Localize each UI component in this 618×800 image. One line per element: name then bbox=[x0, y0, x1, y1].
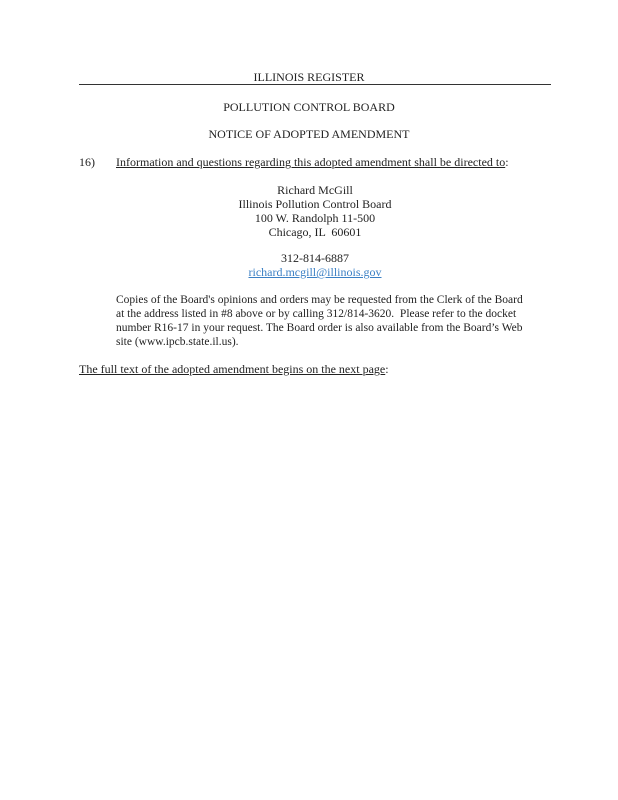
paragraph-line: at the address listed in #8 above or by calling 312/814-3620. Please refer to the docket bbox=[116, 308, 517, 320]
agency-title: POLLUTION CONTROL BOARD bbox=[223, 100, 395, 114]
contact-city-state-zip: Chicago, IL 60601 bbox=[268, 225, 362, 239]
register-title: ILLINOIS REGISTER bbox=[253, 70, 365, 84]
contact-organization: Illinois Pollution Control Board bbox=[238, 197, 392, 211]
notice-title: NOTICE OF ADOPTED AMENDMENT bbox=[208, 127, 410, 141]
item-number: 16) bbox=[79, 155, 95, 169]
full-text-notice bbox=[79, 362, 389, 376]
contact-name: Richard McGill bbox=[277, 183, 353, 197]
contact-address: 100 W. Randolph 11-500 bbox=[254, 211, 376, 225]
item-heading bbox=[116, 155, 509, 169]
header-rule bbox=[79, 84, 551, 85]
full-text-label: The full text of the adopted amendment begins on the next page bbox=[79, 362, 386, 376]
contact-email-link[interactable]: richard.mcgill@illinois.gov bbox=[248, 265, 382, 279]
item-heading-label: Information and questions regarding this adopted amendment shall be directed to bbox=[116, 155, 506, 169]
item-heading-colon: : bbox=[505, 155, 509, 169]
paragraph-line: Copies of the Board's opinions and orders may be requested from the Clerk of the Board bbox=[116, 294, 523, 306]
contact-block bbox=[160, 183, 470, 279]
contact-spacer bbox=[160, 239, 470, 251]
copies-paragraph bbox=[116, 293, 548, 349]
full-text-colon: : bbox=[385, 362, 389, 376]
paragraph-line: site (www.ipcb.state.il.us). bbox=[116, 336, 239, 348]
contact-phone: 312-814-6887 bbox=[281, 251, 349, 265]
paragraph-line: number R16-17 in your request. The Board order is also available from the Board’s Web bbox=[116, 322, 523, 334]
